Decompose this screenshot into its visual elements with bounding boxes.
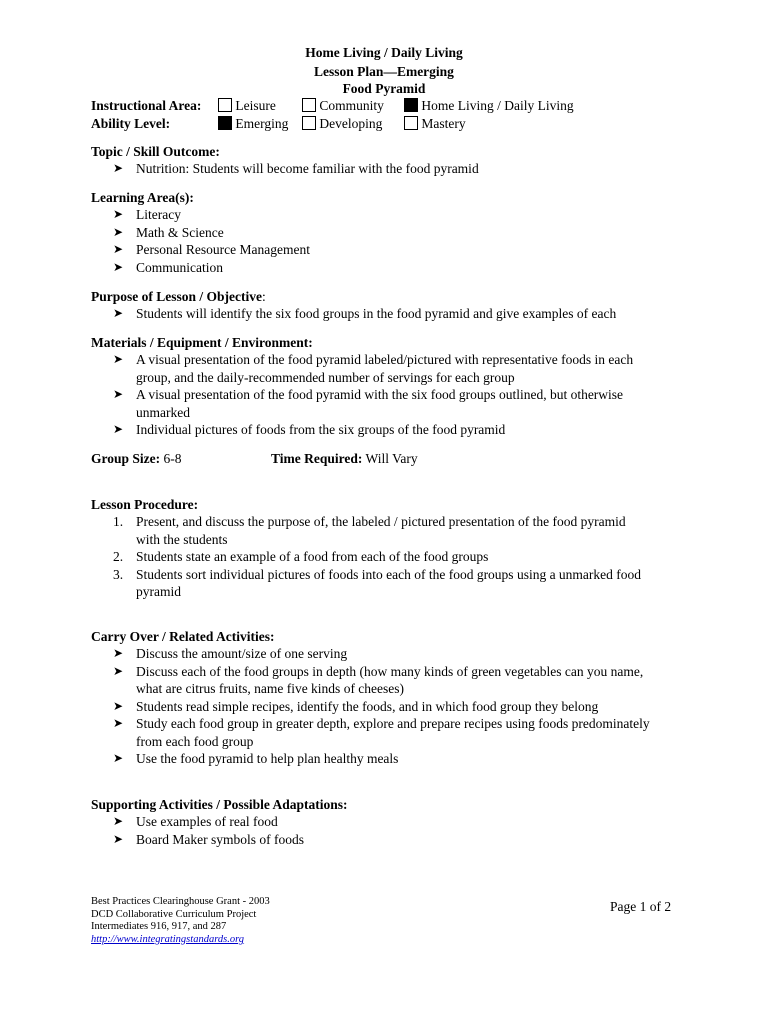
list-item: ➤ Nutrition: Students will become familiar with the food pyramid (113, 161, 479, 176)
topic-list (91, 160, 691, 178)
topic-heading: Topic / Skill Outcome: (91, 144, 220, 159)
time-required (271, 451, 418, 467)
arrowhead-bullet-icon: ➤ (113, 224, 124, 239)
option-emerging[interactable]: Emerging (218, 115, 288, 132)
arrowhead-bullet-icon: ➤ (113, 259, 124, 274)
list-item: 3. Students sort individual pictures of foods into each of the food groups using a unmarked food pyramid (113, 566, 642, 599)
footer-grant: Best Practices Clearinghouse Grant - 2003 (91, 896, 270, 907)
arrowhead-bullet-icon: ➤ (113, 306, 124, 320)
list-item: ➤ Board Maker symbols of foods (113, 831, 304, 847)
list-item: ➤ Use the food pyramid to help plan healthy meals (113, 751, 399, 766)
option-community[interactable]: Community (302, 97, 384, 114)
ability-level-label: Ability Level: (91, 116, 171, 131)
carry-over-heading: Carry Over / Related Activities: (91, 629, 275, 644)
document-title: Home Living / Daily Living (305, 45, 463, 60)
list-item: ➤ Individual pictures of foods from the six groups of the food pyramid (113, 422, 506, 437)
option-leisure[interactable]: Leisure (218, 97, 276, 114)
group-size-row (91, 451, 418, 467)
page-footer (91, 896, 270, 946)
arrowhead-bullet-icon: ➤ (113, 663, 124, 678)
supporting-heading: Supporting Activities / Possible Adaptations: (91, 797, 348, 812)
list-item: ➤ Use examples of real food (113, 814, 278, 829)
materials-heading: Materials / Equipment / Environment: (91, 335, 313, 350)
document-subtitle: Lesson Plan—Emerging (314, 64, 454, 79)
arrowhead-bullet-icon: ➤ (113, 161, 124, 175)
list-item: ➤ Study each food group in greater depth, explore and prepare recipes using foods predominately from each food group (113, 716, 650, 749)
list-item: ➤ Discuss the amount/size of one serving (113, 646, 348, 661)
purpose-heading: Purpose of Lesson / Objective (91, 289, 262, 304)
time-required-label: Time Required: (271, 451, 363, 466)
list-item: ➤ A visual presentation of the food pyramid with the six food groups outlined, but otherwise unmarked (113, 387, 624, 420)
time-required-value: Will Vary (365, 451, 418, 466)
supporting-list (91, 813, 691, 848)
footer-intermediates: Intermediates 916, 917, and 287 (91, 921, 227, 932)
checkbox-icon[interactable] (302, 116, 316, 130)
arrowhead-bullet-icon: ➤ (113, 242, 124, 256)
checkbox-icon[interactable] (218, 98, 232, 112)
group-size-value: 6-8 (163, 451, 182, 466)
arrowhead-bullet-icon: ➤ (113, 387, 124, 401)
purpose-heading-row: Purpose of Lesson / Objective: (91, 289, 266, 304)
carry-over-list (91, 645, 651, 768)
list-item: 1. Present, and discuss the purpose of, the labeled / pictured presentation of the food pyramid with the students (113, 514, 626, 547)
arrowhead-bullet-icon: ➤ (113, 352, 124, 366)
arrowhead-bullet-icon: ➤ (113, 751, 124, 765)
arrowhead-bullet-icon: ➤ (113, 716, 124, 730)
list-item: ➤ Students will identify the six food groups in the food pyramid and give examples of each (113, 306, 617, 321)
footer-project: DCD Collaborative Curriculum Project (91, 908, 257, 920)
checkbox-icon[interactable] (404, 116, 418, 130)
option-home-living[interactable]: Home Living / Daily Living (404, 97, 574, 114)
checkbox-checked-icon[interactable] (404, 98, 418, 112)
learning-areas-heading: Learning Area(s): (91, 190, 194, 205)
list-item: ➤ A visual presentation of the food pyramid labeled/pictured with representative foods in each group, and the daily-recommended number of servings for each group (113, 352, 634, 385)
list-item: ➤ Math & Science (113, 224, 224, 240)
learning-areas-list (91, 206, 691, 276)
list-item: ➤ Literacy (113, 207, 181, 222)
procedure-heading: Lesson Procedure: (91, 497, 199, 512)
arrowhead-bullet-icon: ➤ (113, 698, 124, 713)
instructional-area-row (91, 97, 691, 115)
arrowhead-bullet-icon: ➤ (113, 422, 124, 436)
checkbox-checked-icon[interactable] (218, 116, 232, 130)
option-mastery[interactable]: Mastery (404, 115, 466, 132)
list-item: ➤ Communication (113, 259, 223, 275)
purpose-list (91, 305, 691, 323)
arrowhead-bullet-icon: ➤ (113, 646, 124, 660)
checkbox-icon[interactable] (302, 98, 316, 112)
group-size-label: Group Size: (91, 451, 161, 466)
ability-level-row (91, 115, 691, 133)
list-item: ➤ Personal Resource Management (113, 242, 310, 257)
procedure-list (91, 513, 651, 601)
list-item: ➤ Discuss each of the food groups in depth (how many kinds of green vegetables can you name, what are citrus fruits, name five kinds of cheeses) (113, 663, 644, 696)
lesson-title: Food Pyramid (342, 81, 426, 96)
footer-link[interactable]: http://www.integratingstandards.org (91, 933, 245, 945)
list-item: 2. Students state an example of a food from each of the food groups (113, 549, 489, 564)
arrowhead-bullet-icon: ➤ (113, 207, 124, 221)
materials-list (91, 351, 651, 439)
arrowhead-bullet-icon: ➤ (113, 814, 124, 828)
list-item: ➤ Students read simple recipes, identify the foods, and in which food group they belong (113, 698, 599, 714)
option-developing[interactable]: Developing (302, 115, 382, 132)
instructional-area-label: Instructional Area: (91, 98, 202, 113)
arrowhead-bullet-icon: ➤ (113, 831, 124, 846)
page-number: Page 1 of 2 (610, 899, 672, 914)
